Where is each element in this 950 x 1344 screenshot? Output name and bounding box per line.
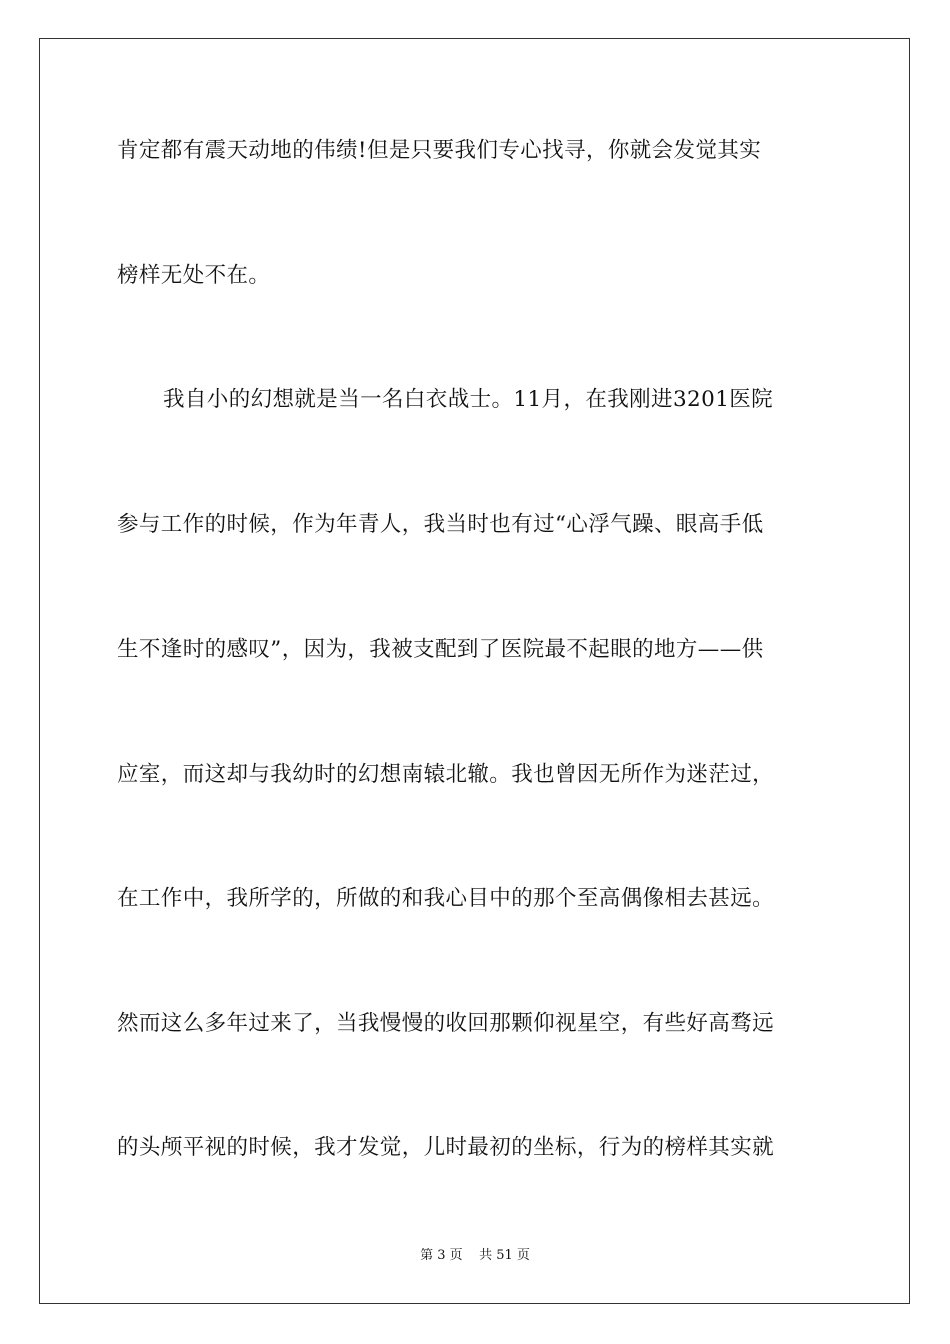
page-number-footer: 第 3 页 共 51 页 — [420, 1248, 530, 1263]
body-text-line: 然而这么多年过来了，当我慢慢的收回那颗仰视星空，有些好高骛远 — [117, 1011, 775, 1036]
body-text-line: 生不逢时的感叹”，因为，我被支配到了医院最不起眼的地方——供 — [117, 637, 764, 662]
body-text-line: 参与工作的时候，作为年青人，我当时也有过“心浮气躁、眼高手低 — [117, 512, 764, 537]
body-text-line: 的头颅平视的时候，我才发觉，儿时最初的坐标，行为的榜样其实就 — [117, 1135, 775, 1160]
body-text-line: 在工作中，我所学的，所做的和我心目中的那个至高偶像相去甚远。 — [117, 886, 775, 911]
body-text-line: 我自小的幻想就是当一名白衣战士。11月，在我刚进3201医院 — [163, 387, 774, 412]
page-frame — [39, 38, 910, 1304]
body-text-line: 肯定都有震天动地的伟绩!但是只要我们专心找寻，你就会发觉其实 — [117, 138, 762, 163]
body-text-line: 应室，而这却与我幼时的幻想南辕北辙。我也曾因无所作为迷茫过， — [117, 762, 775, 787]
body-text-line: 榜样无处不在。 — [117, 263, 271, 288]
